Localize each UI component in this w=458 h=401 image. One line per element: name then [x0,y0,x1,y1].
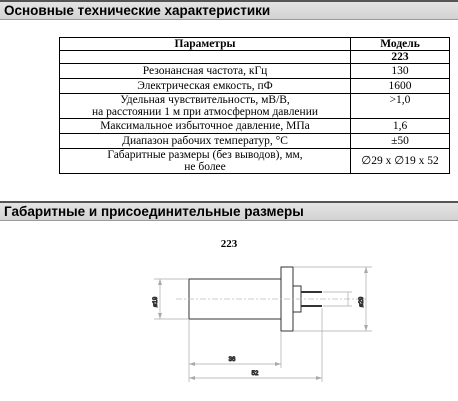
param-line: Удельная чувствительность, мВ/В, [120,94,290,106]
param-cell: Электрическая емкость, пФ [60,79,351,94]
arrow [189,362,195,366]
param-line: на расстоянии 1 м при атмосферном давлении [91,106,318,118]
param-line: Габаритные размеры (без выводов), мм, [107,149,303,161]
drawing-model-label: 223 [220,238,238,250]
param-cell: Резонансная частота, кГц [60,64,351,79]
header-param: Параметры [60,38,351,51]
arrow [158,279,162,285]
label-len52: 52 [251,371,259,377]
model-code-cell: 223 [351,51,450,64]
arrow [364,325,368,331]
section-title-dimensions: Габаритные и присоединительные размеры [4,204,304,219]
label-d19: ø19 [153,296,159,308]
param-line: не более [184,161,226,173]
arrow [189,376,195,380]
value-cell: ∅29 х ∅19 х 52 [351,149,450,174]
header-model: Модель [351,38,450,51]
value-cell: 130 [351,64,450,79]
label-d29: ø29 [359,296,365,308]
arrow [316,376,322,380]
value-cell: 1,6 [351,119,450,134]
value-cell: 1600 [351,79,450,94]
param-cell: Максимальное избыточное давление, МПа [60,119,351,134]
arrow [158,313,162,319]
param-cell: Диапазон рабочих температур, °С [60,134,351,149]
arrow [364,267,368,273]
section-title-specs: Основные технические характеристики [4,3,271,18]
value-cell: >1,0 [351,94,450,119]
label-len36: 36 [228,357,236,363]
arrow [275,362,281,366]
value-cell: ±50 [351,134,450,149]
